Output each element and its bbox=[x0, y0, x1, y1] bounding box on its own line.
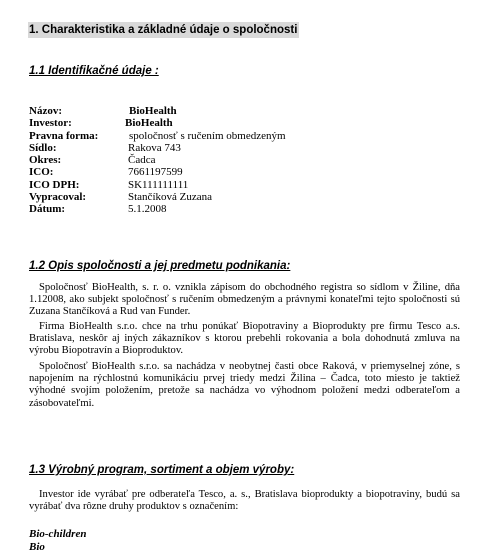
row-label: ICO DPH: bbox=[29, 178, 80, 191]
product-name: Bio-children bbox=[29, 528, 87, 540]
section-1-heading: 1. Charakteristika a základné údaje o spoločnosti bbox=[29, 24, 298, 36]
row-label: Okres: bbox=[29, 154, 62, 167]
row-value: BioHealth bbox=[129, 105, 177, 117]
paragraph-company-location: Spoločnosť BioHealth s.r.o. sa nachádza v neobytnej časti obce Raková, v priemyselnej zóne, s napojením na rýchlostnú komunikáciu prvej triedy medzi Žilina – Čadca, toto miesto je taktiež výhodné svojím položením, pretože sa nachádza vo výhodnom položení medzi odberateľom a zásobovateľmi. bbox=[29, 361, 460, 409]
row-label: ICO: bbox=[29, 166, 54, 179]
row-value: Stančíková Zuzana bbox=[128, 191, 212, 204]
row-value: spoločnosť s ručením obmedzeným bbox=[129, 129, 286, 142]
row-value: Čadca bbox=[128, 154, 156, 167]
section-1-3-heading: 1.3 Výrobný program, sortiment a objem výroby: bbox=[29, 464, 295, 476]
row-label: Investor: bbox=[29, 117, 72, 130]
row-value: SK111111111 bbox=[128, 178, 189, 191]
paragraph-company-origin: Spoločnosť BioHealth, s. r. o. vznikla zápisom do obchodného registra so sídlom v Žiline, dňa 1.12008, ako subjekt spoločnosť s ručením obmedzeným a právnymi konateľmi tejto spoločnosti sú Zuzana Stančíková a Rud van Funder. bbox=[29, 282, 460, 318]
row-value: BioHealth bbox=[125, 117, 173, 130]
row-value: 7661197599 bbox=[128, 166, 183, 179]
row-label: Názov: bbox=[29, 105, 62, 117]
section-1-2-heading: 1.2 Opis spoločnosti a jej predmetu podnikania: bbox=[29, 260, 291, 272]
row-label: Dátum: bbox=[29, 203, 66, 216]
row-label: Pravna forma: bbox=[29, 129, 99, 142]
section-1-1-heading: 1.1 Identifikačné údaje : bbox=[29, 65, 159, 77]
product-name: Bio bbox=[29, 541, 45, 553]
row-label: Vypracoval: bbox=[29, 191, 87, 204]
paragraph-production: Investor ide vyrábať pre odberateľa Tesco, a. s., Bratislava bioprodukty a biopotraviny, budú sa vyrábať dva rôzne druhy produktov s označením: bbox=[29, 489, 460, 513]
row-value: 5.1.2008 bbox=[128, 203, 167, 216]
row-label: Sídlo: bbox=[29, 141, 57, 154]
row-value: Rakova 743 bbox=[128, 141, 181, 154]
paragraph-company-business: Firma BioHealth s.r.o. chce na trhu ponúkať Biopotraviny a Bioprodukty pre firmu Tesco a.s. Bratislava, neskôr aj iných zákazníkov s ktorou prebehli rokovania a bola dohodnutá zmluva na výrobu Biopotravín a Bioproduktov. bbox=[29, 321, 460, 357]
